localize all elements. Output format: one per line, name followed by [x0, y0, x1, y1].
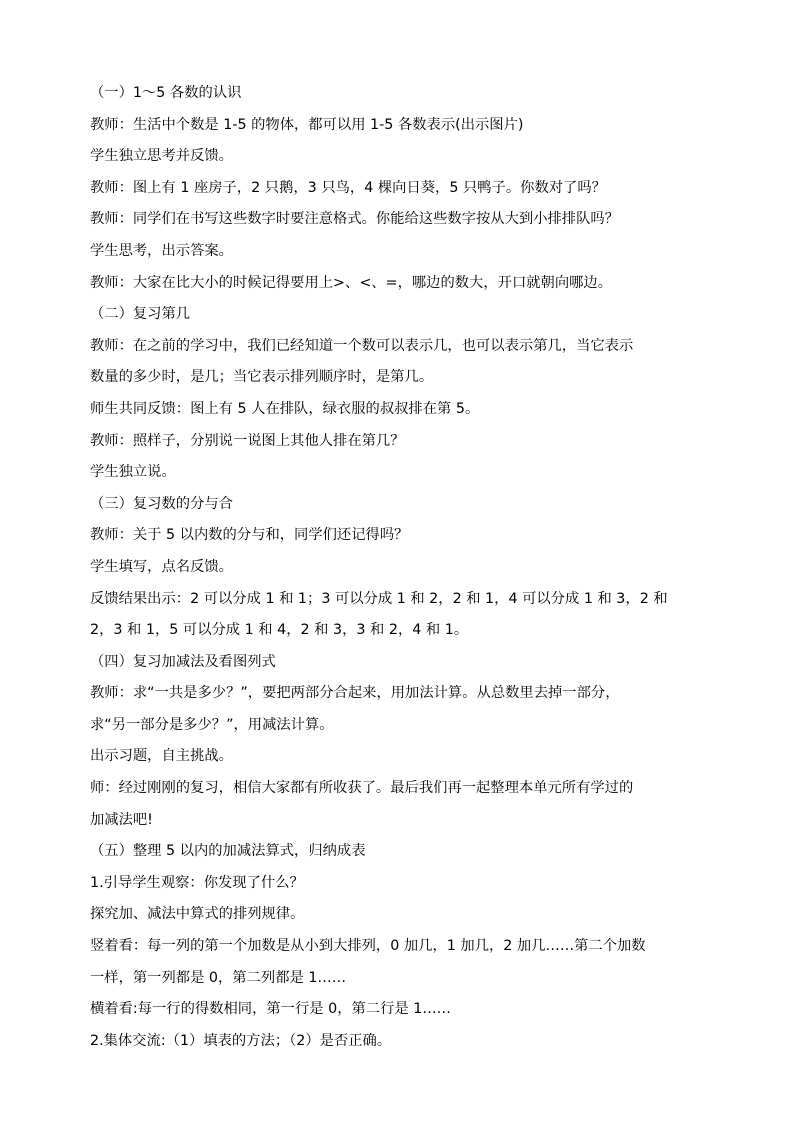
paragraph-line: 学生思考，出示答案。 [90, 242, 233, 259]
paragraph-line: 2，3 和 1，5 可以分成 1 和 4，2 和 3，3 和 2，4 和 1。 [90, 622, 469, 639]
paragraph-line: 学生填写，点名反馈。 [90, 558, 233, 575]
section-heading-1: （一）1～5 各数的认识 [90, 85, 242, 101]
paragraph-line: 教师：照样子，分别说一说图上其他人排在第几？ [90, 432, 405, 449]
paragraph-line: 探究加、减法中算式的排列规律。 [90, 906, 305, 923]
section-heading-3: （三）复习数的分与合 [90, 495, 233, 512]
paragraph-line: 教师：在之前的学习中，我们已经知道一个数可以表示几，也可以表示第几，当它表示 [90, 337, 634, 354]
paragraph-line: 教师：同学们在书写这些数字时要注意格式。你能给这些数字按从大到小排排队吗？ [90, 211, 619, 228]
paragraph-line: 竖着看：每一列的第一个加数是从小到大排列，0 加几，1 加几，2 加几……第二个加数 [90, 938, 646, 955]
document-body [90, 78, 715, 1057]
paragraph-line: 师生共同反馈：图上有 5 人在排队，绿衣服的叔叔排在第 5。 [90, 400, 480, 417]
paragraph-line: 教师：求“一共是多少？”，要把两部分合起来，用加法计算。从总数里去掉一部分， [90, 685, 620, 702]
paragraph-line: 加减法吧! [90, 811, 153, 828]
paragraph-line: 学生独立思考并反馈。 [90, 148, 233, 165]
section-heading-2: （二）复习第几 [90, 306, 191, 323]
paragraph-line: 教师：关于 5 以内数的分与和，同学们还记得吗？ [90, 527, 409, 544]
paragraph-line: 一样，第一列都是 0，第二列都是 1…… [90, 969, 347, 986]
paragraph-line: 反馈结果出示：2 可以分成 1 和 1；3 可以分成 1 和 2，2 和 1，4 可以分成 1 和 3，2 和 [90, 590, 668, 607]
paragraph-line: 横着看:每一行的得数相同，第一行是 0，第二行是 1…… [90, 1001, 451, 1018]
paragraph-line: 教师：图上有 1 座房子，2 只鹅，3 只鸟，4 棵向日葵，5 只鸭子。你数对了吗？ [90, 179, 606, 196]
paragraph-line: 教师：大家在比大小的时候记得要用上>、<、=，哪边的数大，开口就朝向哪边。 [90, 274, 613, 291]
paragraph-line: 1.引导学生观察：你发现了什么？ [90, 874, 304, 891]
paragraph-line: 学生独立说。 [90, 464, 176, 481]
section-heading-5: （五）整理 5 以内的加减法算式，归纳成表 [90, 843, 366, 860]
paragraph-line: 出示习题，自主挑战。 [90, 748, 233, 765]
paragraph-line: 2.集体交流:（1）填表的方法；（2）是否正确。 [90, 1032, 392, 1049]
paragraph-line: 师：经过刚刚的复习，相信大家都有所收获了。最后我们再一起整理本单元所有学过的 [90, 780, 634, 797]
paragraph-line: 教师：生活中个数是 1-5 的物体，都可以用 1-5 各数表示(出示图片) [90, 116, 524, 133]
paragraph-line: 求“另一部分是多少？”，用减法计算。 [90, 716, 334, 733]
section-heading-4: （四）复习加减法及看图列式 [90, 653, 276, 670]
paragraph-line: 数量的多少时，是几；当它表示排列顺序时，是第几。 [90, 369, 434, 386]
